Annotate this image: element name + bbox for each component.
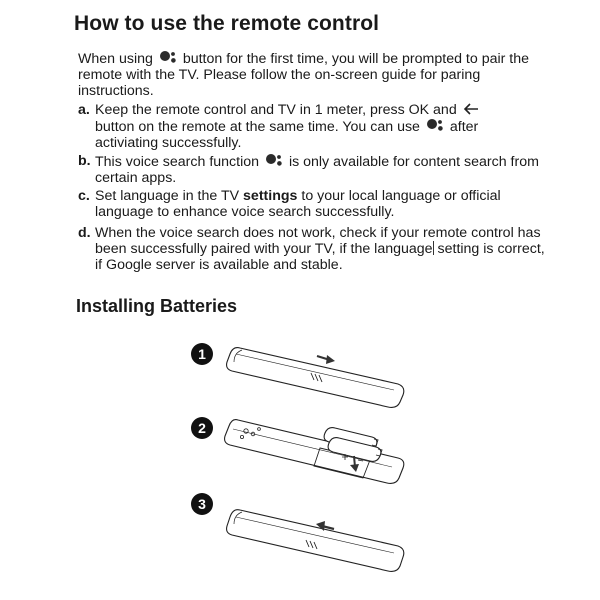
remote-closed-illustration: [222, 340, 408, 418]
item-marker: a.: [78, 102, 90, 118]
item-marker: b.: [78, 153, 91, 169]
back-arrow-icon: [463, 103, 479, 115]
item-marker: c.: [78, 188, 90, 204]
item-b-text-2: is only available for content search from certain apps.: [95, 154, 539, 187]
item-marker: d.: [78, 225, 91, 241]
item-d-text-1: When the voice search does not work, check if your remote control has been successfully paired with your TV, if the language: [95, 225, 541, 258]
item-c-text-2: to your local language or official language to enhance voice search successfully.: [95, 188, 501, 221]
settings-keyword: settings: [243, 188, 298, 204]
step-badge-3: 3: [191, 493, 213, 515]
intro-paragraph: [78, 50, 548, 100]
item-a-text-2: button on the remote at the same time. You can use: [95, 119, 420, 136]
remote-close-cover-illustration: [222, 500, 408, 582]
text-cursor: [433, 241, 434, 255]
google-assistant-icon: [159, 50, 177, 64]
remote-open-batteries-illustration: [222, 410, 408, 500]
item-d-text-2: setting is correct, if Google server is available and stable.: [95, 241, 545, 274]
step-badge-2: 2: [191, 417, 213, 439]
section-title: Installing Batteries: [76, 296, 238, 316]
item-b-text-1: This voice search function: [95, 154, 260, 170]
item-a-text-1: Keep the remote control and TV in 1 meter, press OK and: [95, 102, 457, 118]
item-c-text-1: Set language in the TV: [95, 188, 240, 204]
intro-text-1: When using: [78, 51, 153, 67]
page-title: How to use the remote control: [74, 12, 380, 35]
step-badge-1: 1: [191, 343, 213, 365]
item-a-text-3: after activiating successfully.: [95, 119, 479, 152]
intro-text-2: button for the first time, you will be prompted to pair the remote with the TV. Please follow the on-screen guide for paring instructions.: [78, 51, 530, 100]
google-assistant-icon: [426, 118, 444, 132]
google-assistant-icon: [265, 153, 283, 167]
